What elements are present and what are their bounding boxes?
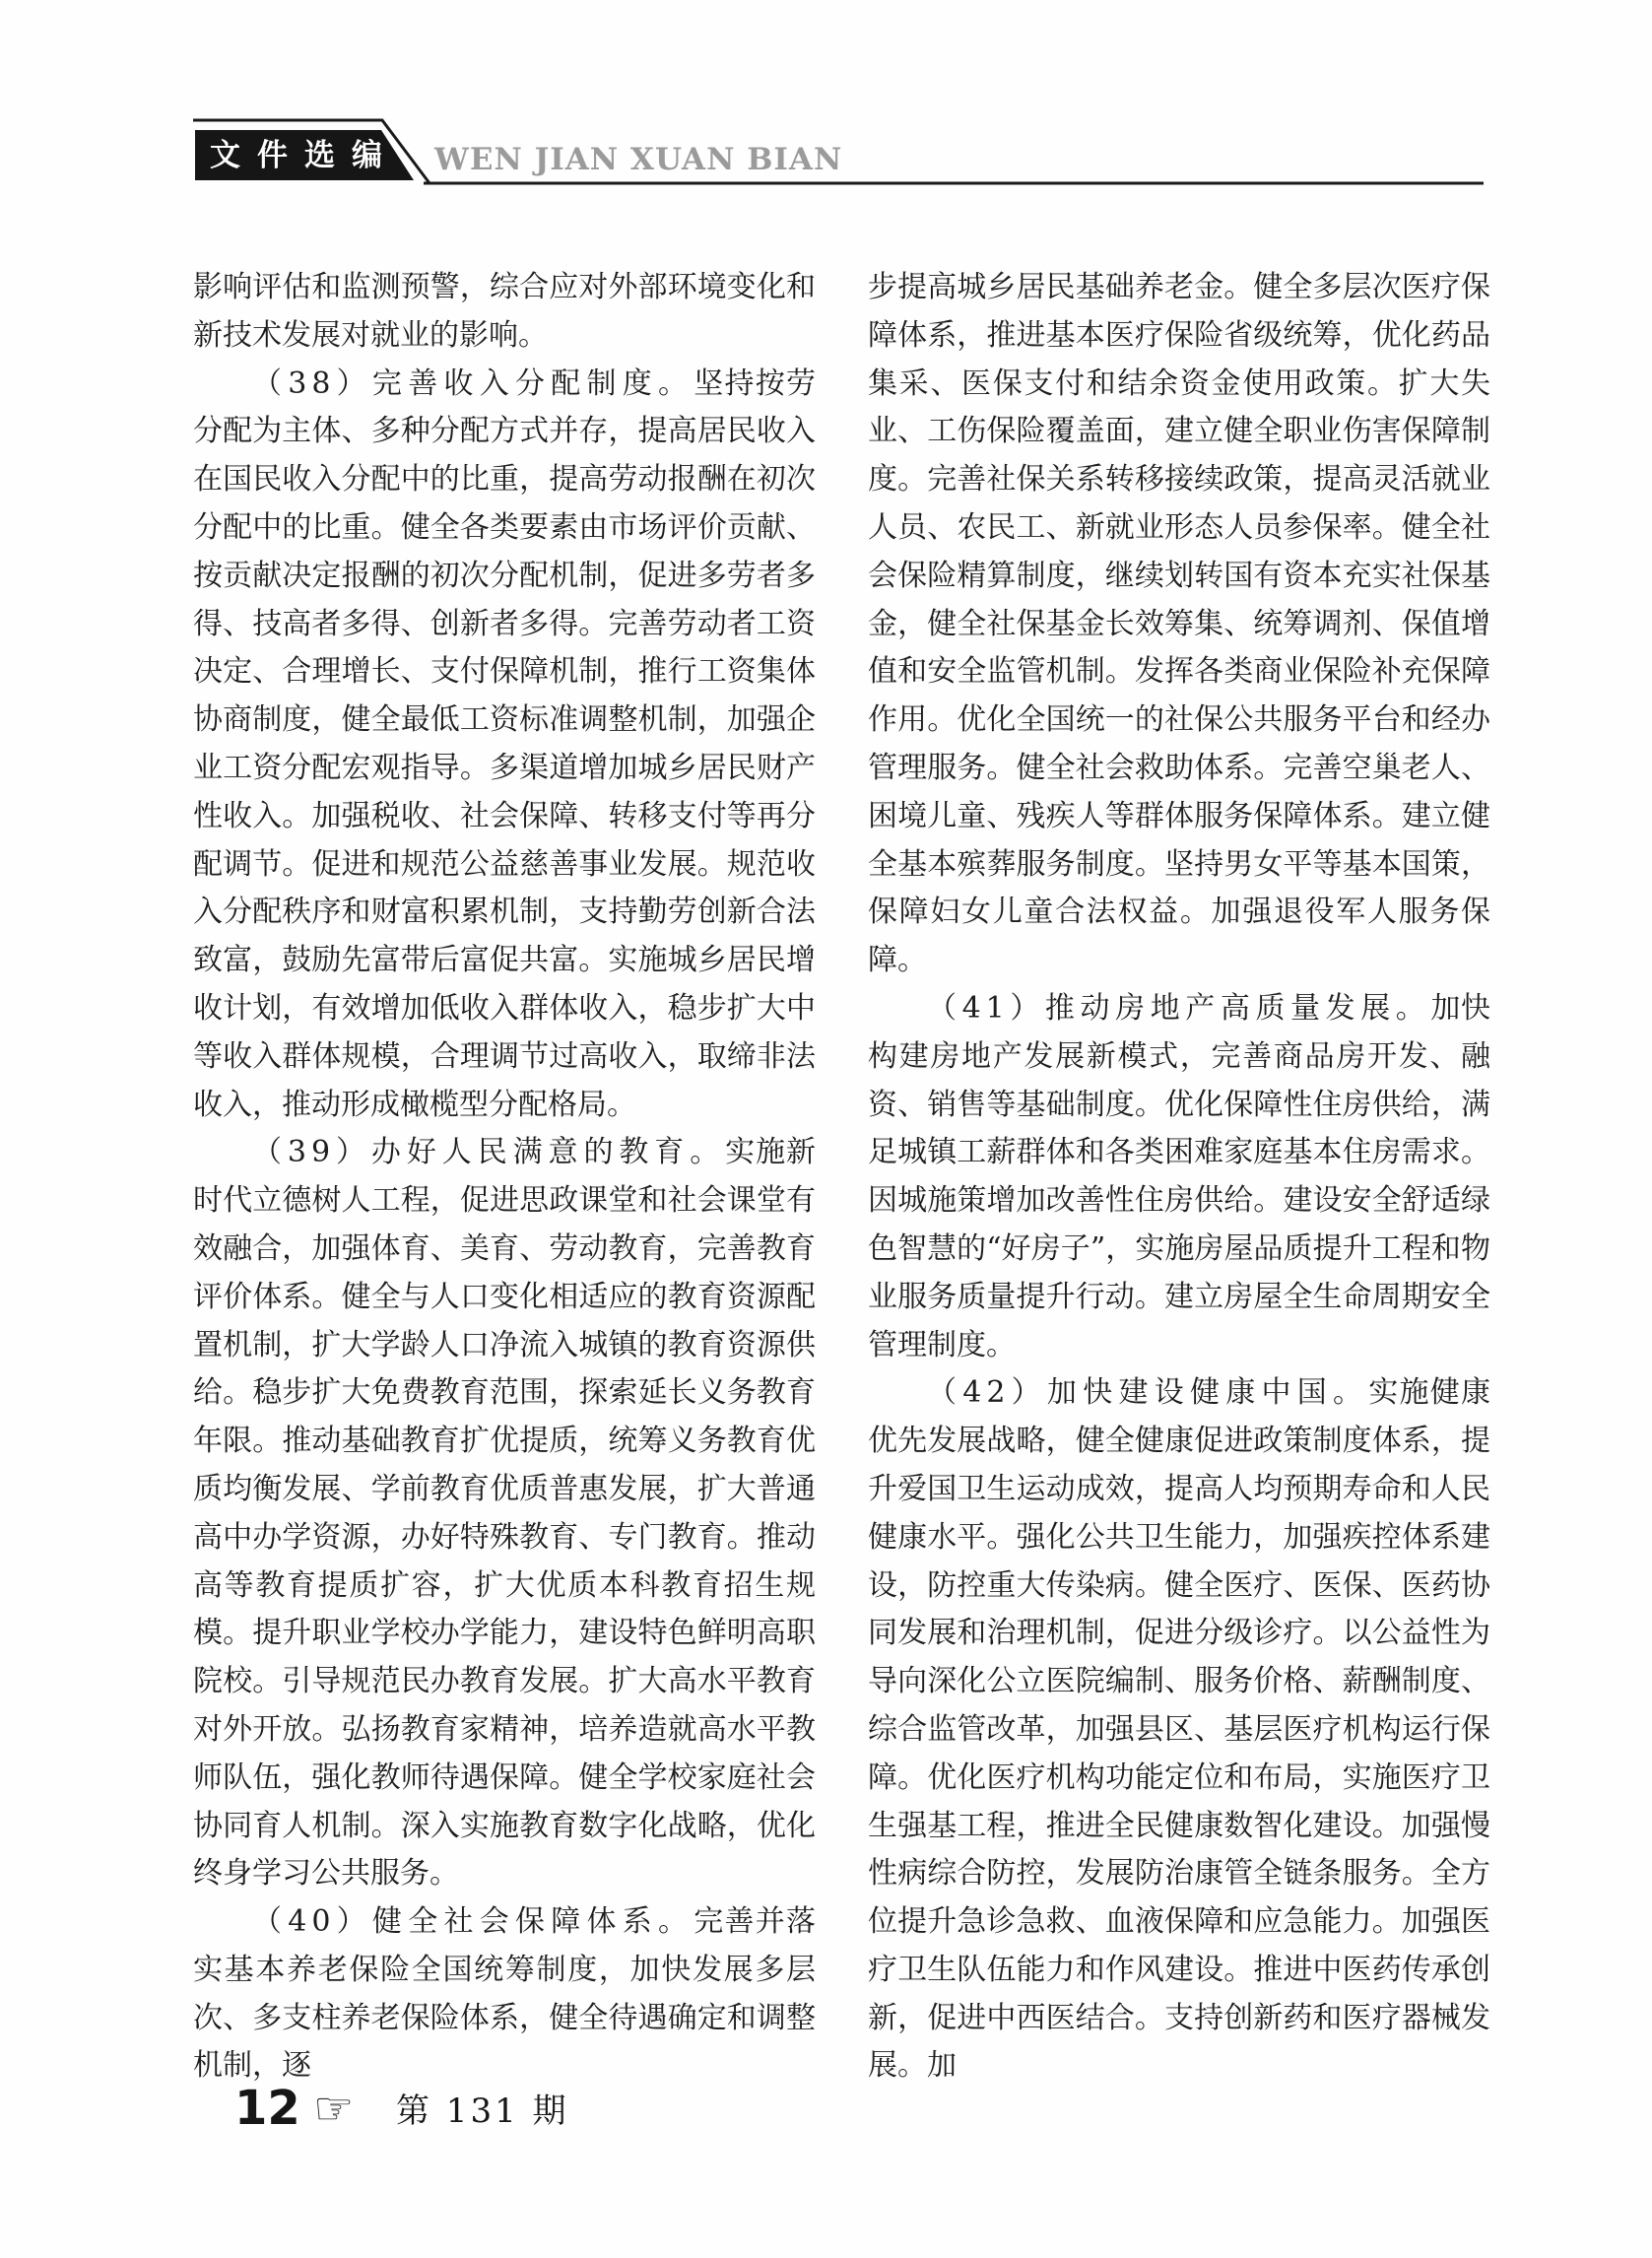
- section-lead: （41）推动房地产高质量发展。: [927, 990, 1431, 1026]
- header-banner-graphics: [0, 0, 1652, 236]
- paragraph: 步提高城乡居民基础养老金。健全多层次医疗保障体系，推进基本医疗保险省级统筹，优化药品集采、医保支付和结余资金使用政策。扩大失业、工伤保险覆盖面，建立健全职业伤害保障制度。完善社保关系转移接续政策，提高灵活就业人员、农民工、新就业形态人员参保率。健全社会保险精算制度，继续划转国有资本充实社保基金，健全社保基金长效筹集、统筹调剂、保值增值和安全监管机制。发挥各类商业保险补充保障作用。优化全国统一的社保公共服务平台和经办管理服务。健全社会救助体系。完善空巢老人、困境儿童、残疾人等群体服务保障体系。建立健全基本殡葬服务制度。坚持男女平等基本国策，保障妇女儿童合法权益。加强退役军人服务保障。: [868, 270, 1490, 978]
- paragraph: （42）加快建设健康中国。实施健康优先发展战略，健全健康促进政策制度体系，提升爱国卫生运动成效，提高人均预期寿命和人民健康水平。强化公共卫生能力，加强疾控体系建设，防控重大传染病。健全医疗、医保、医药协同发展和治理机制，促进分级诊疗。以公益性为导向深化公立医院编制、服务价格、薪酬制度、综合监管改革，加强县区、基层医疗机构运行保障。优化医疗机构功能定位和布局，实施医疗卫生强基工程，推进全民健康数智化建设。加强慢性病综合防控，发展防治康管全链条服务。全方位提升急诊急救、血液保障和应急能力。加强医疗卫生队伍能力和作风建设。推进中医药传承创新，促进中西医结合。支持创新药和医疗器械发展。加: [868, 1375, 1490, 2084]
- paragraph: （40）健全社会保障体系。完善并落实基本养老保险全国统筹制度，加快发展多层次、多支柱养老保险体系，健全待遇确定和调整机制，逐: [193, 1904, 816, 2084]
- paragraph: （38）完善收入分配制度。坚持按劳分配为主体、多种分配方式并存，提高居民收入在国民收入分配中的比重，提高劳动报酬在初次分配中的比重。健全各类要素由市场评价贡献、按贡献决定报酬的初次分配机制，促进多劳者多得、技高者多得、创新者多得。完善劳动者工资决定、合理增长、支付保障机制，推行工资集体协商制度，健全最低工资标准调整机制，加强企业工资分配宏观指导。多渠道增加城乡居民财产性收入。加强税收、社会保障、转移支付等再分配调节。促进和规范公益慈善事业发展。规范收入分配秩序和财富积累机制，支持勤劳创新合法致富，鼓励先富带后富促共富。实施城乡居民增收计划，有效增加低收入群体收入，稳步扩大中等收入群体规模，合理调节过高收入，取缔非法收入，推动形成橄榄型分配格局。: [193, 365, 816, 1122]
- page-number: 12: [234, 2081, 300, 2136]
- section-lead: （40）健全社会保障体系。: [252, 1904, 694, 1940]
- column-left: [193, 264, 816, 2091]
- issue-label: 第 131 期: [396, 2092, 569, 2131]
- paragraph: （39）办好人民满意的教育。实施新时代立德树人工程，促进思政课堂和社会课堂有效融合，加强体育、美育、劳动教育，完善教育评价体系。健全与人口变化相适应的教育资源配置机制，扩大学龄人口净流入城镇的教育资源供给。稳步扩大免费教育范围，探索延长义务教育年限。推动基础教育扩优提质，统筹义务教育优质均衡发展、学前教育优质普惠发展，扩大普通高中办学资源，办好特殊教育、专门教育。推动高等教育提质扩容，扩大优质本科教育招生规模。提升职业学校办学能力，建设特色鲜明高职院校。引导规范民办教育发展。扩大高水平教育对外开放。弘扬教育家精神，培养造就高水平教师队伍，强化教师待遇保障。健全学校家庭社会协同育人机制。深入实施教育数字化战略，优化终身学习公共服务。: [193, 1135, 816, 1892]
- pointing-hand-icon: ☞: [313, 2082, 355, 2135]
- section-lead: （38）完善收入分配制度。: [252, 365, 694, 401]
- paragraph: 影响评估和监测预警，综合应对外部环境变化和新技术发展对就业的影响。: [193, 270, 816, 353]
- paragraph: （41）推动房地产高质量发展。加快构建房地产发展新模式，完善商品房开发、融资、销售等基础制度。优化保障性住房供给，满足城镇工薪群体和各类困难家庭基本住房需求。因城施策增加改善性住房供给。建设安全舒适绿色智慧的“好房子”，实施房屋品质提升工程和物业服务质量提升行动。建立房屋全生命周期安全管理制度。: [868, 990, 1490, 1362]
- section-lead: （42）加快建设健康中国。: [927, 1375, 1369, 1411]
- column-right: [868, 264, 1490, 2091]
- badge-title: 文件选编: [210, 138, 399, 173]
- section-lead: （39）办好人民满意的教育。: [252, 1135, 726, 1170]
- header-subtitle: WEN JIAN XUAN BIAN: [434, 142, 843, 177]
